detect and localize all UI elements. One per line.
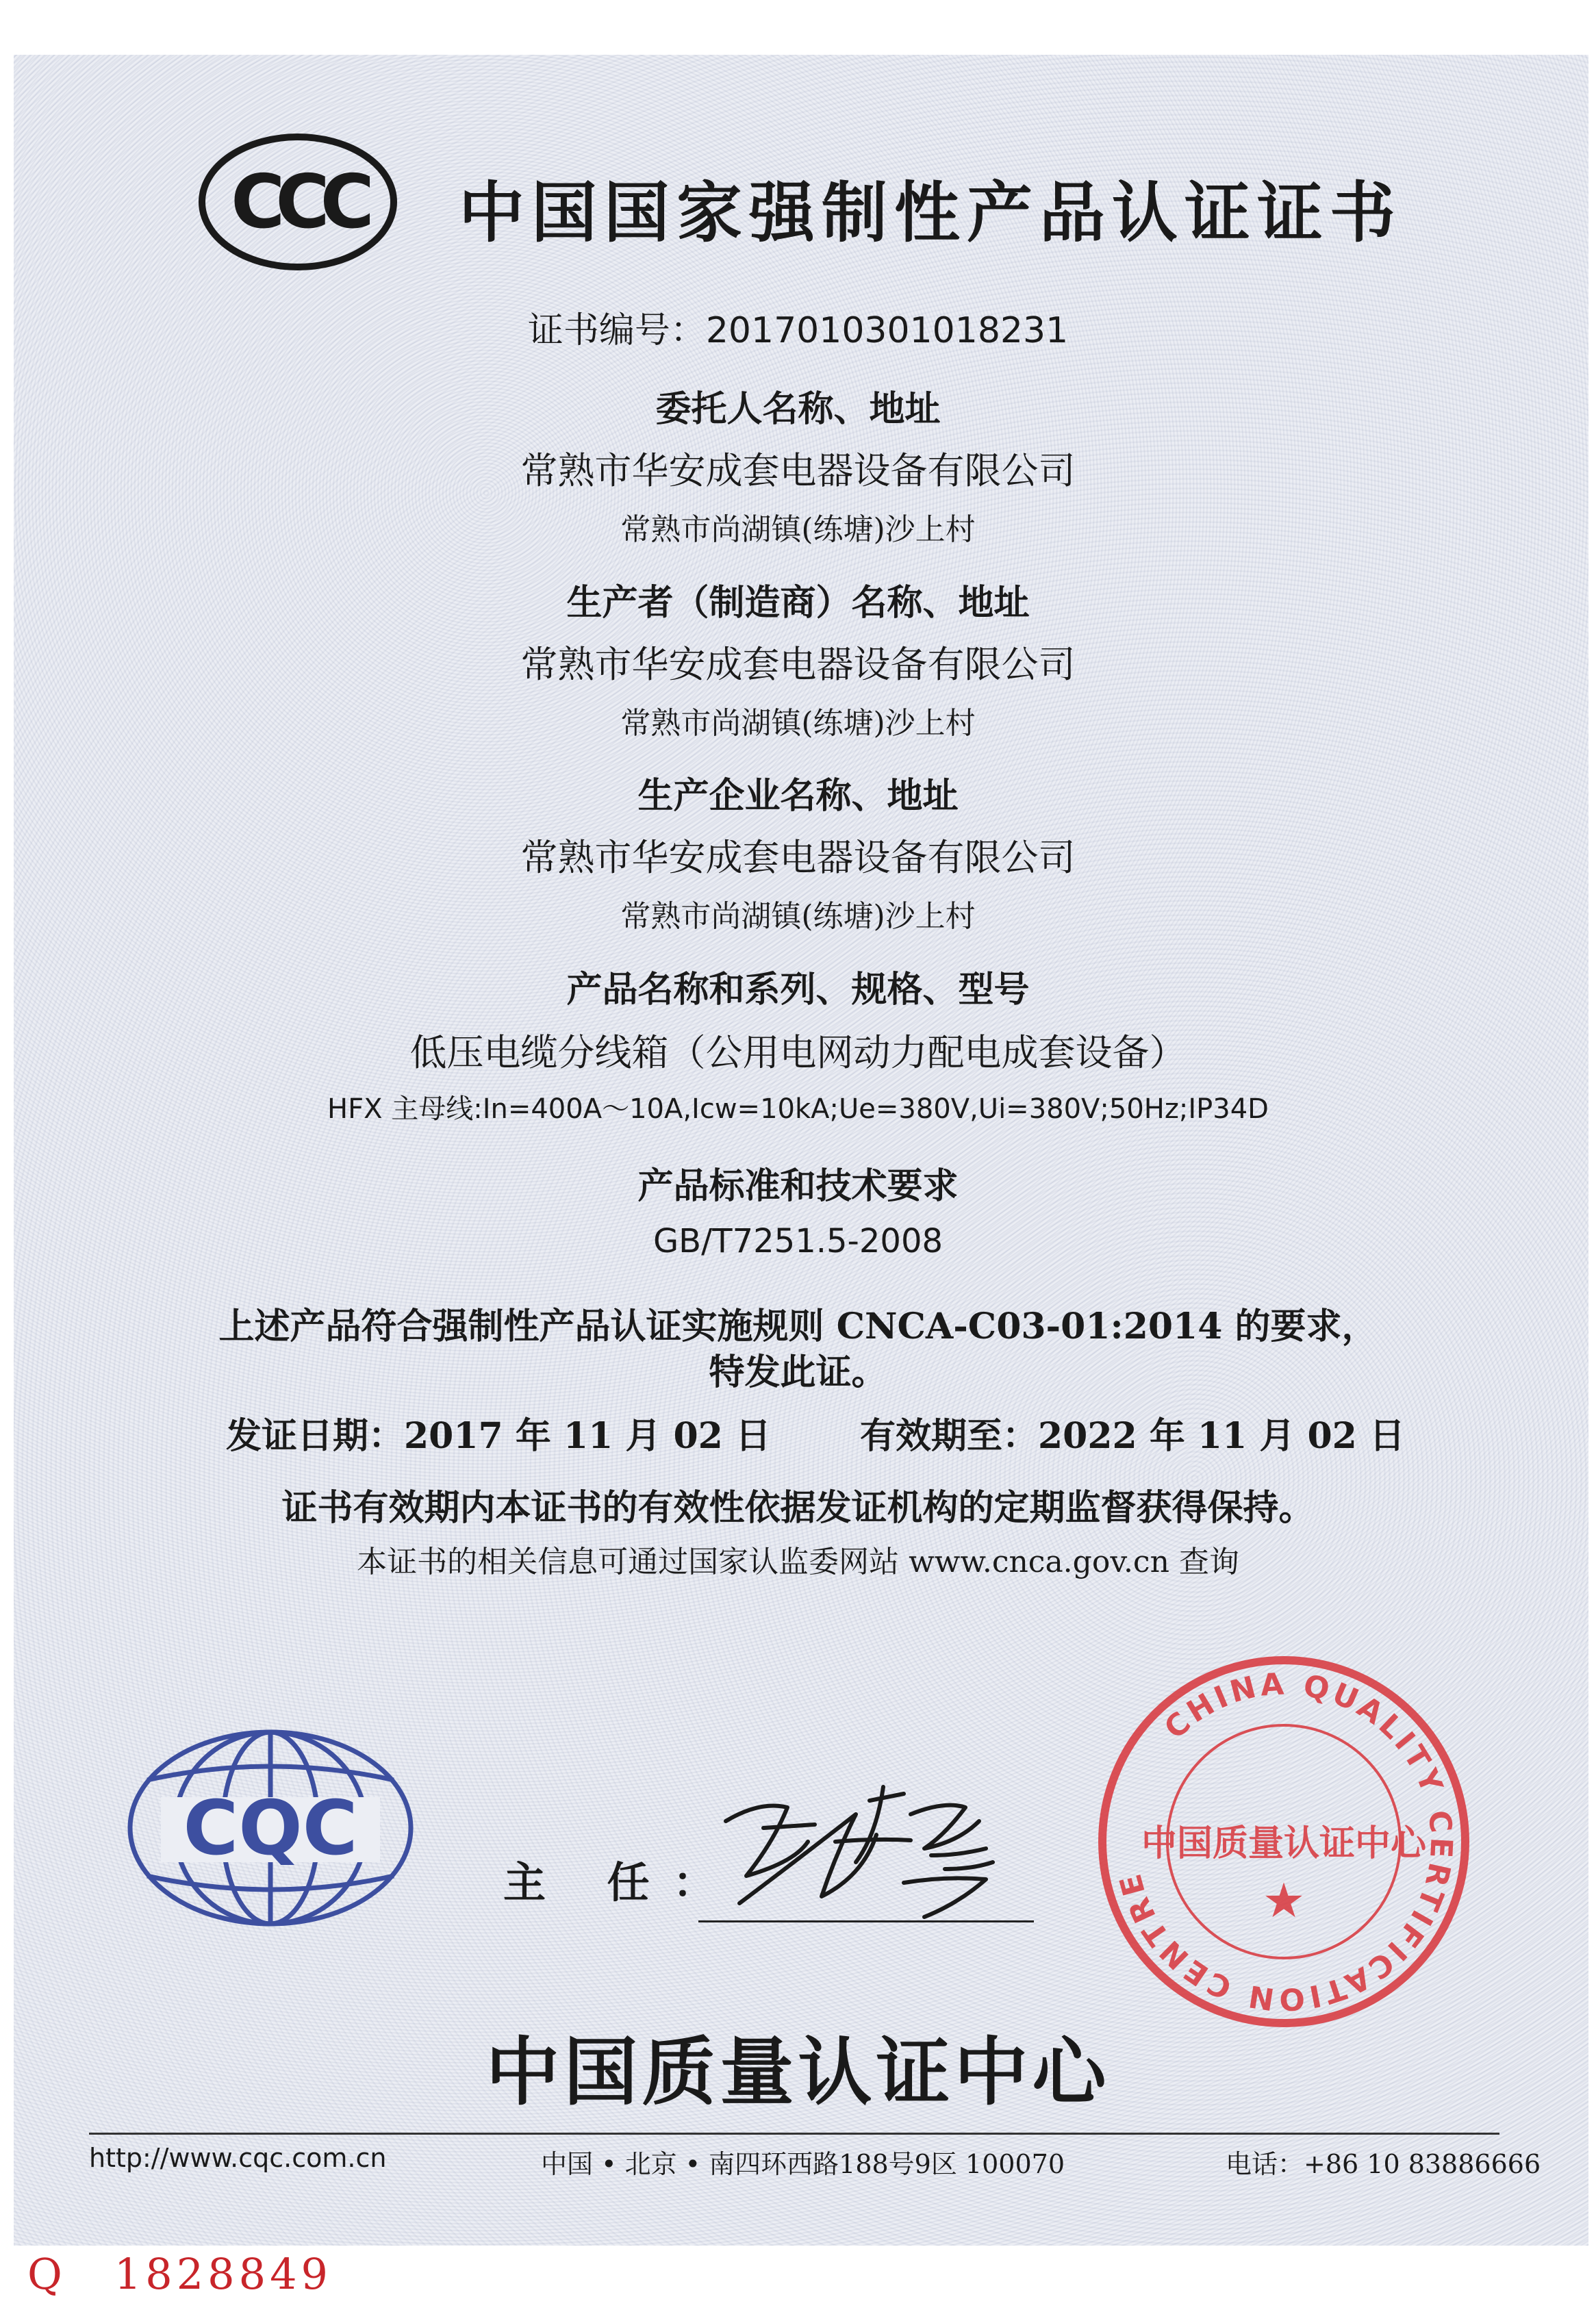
conformity-statement: 上述产品符合强制性产品认证实施规则 CNCA-C03-01:2014 的要求， — [218, 1306, 1378, 1347]
footer-website: http://www.cqc.com.cn — [89, 2143, 387, 2173]
director-label: 主 任： — [503, 1857, 739, 1907]
certificate-number-label: 证书编号： — [527, 310, 706, 351]
certificate-number: 2017010301018231 — [705, 310, 1069, 351]
manufacturer-address: 常熟市尚湖镇(练塘)沙上村 — [620, 706, 976, 741]
footer-phone: 电话：+86 10 83886666 — [1226, 2149, 1541, 2179]
product-name: 低压电缆分线箱（公用电网动力配电成套设备） — [409, 1031, 1187, 1074]
serial-letter: Q — [27, 2249, 66, 2299]
client-address: 常熟市尚湖镇(练塘)沙上村 — [620, 512, 976, 547]
validity-note: 证书有效期内本证书的有效性依据发证机构的定期监督获得保持。 — [281, 1487, 1315, 1529]
client-heading: 委托人名称、地址 — [655, 388, 941, 430]
dates-line — [226, 1407, 1405, 1458]
director-signature — [698, 1760, 1041, 1938]
expiry-date: 有效期至：2022 年 11 月 02 日 — [859, 1415, 1405, 1457]
factory-address: 常熟市尚湖镇(练塘)沙上村 — [620, 899, 976, 934]
footer-rule — [89, 2133, 1499, 2135]
seal-inner-text: 中国质量认证中心 — [1141, 1822, 1427, 1864]
issuing-organization: 中国质量认证中心 — [485, 2030, 1111, 2116]
manufacturer-heading: 生产者（制造商）名称、地址 — [566, 582, 1030, 624]
standard-value: GB/T7251.5-2008 — [653, 1222, 943, 1260]
product-heading: 产品名称和系列、规格、型号 — [566, 969, 1030, 1011]
serial-number — [27, 2249, 332, 2299]
seal-outer-text: CHINA QUALITY CERTIFICATION CENTRE — [1112, 1666, 1459, 2017]
manufacturer-name: 常熟市华安成套电器设备有限公司 — [520, 643, 1076, 686]
certificate-title: 中国国家强制性产品认证证书 — [459, 175, 1402, 251]
product-spec: HFX 主母线:In=400A～10A,Icw=10kA;Ue=380V,Ui=380V;50Hz;IP34D — [327, 1093, 1269, 1125]
website-note: 本证书的相关信息可通过国家认监委网站 www.cnca.gov.cn 查询 — [357, 1545, 1239, 1579]
cqc-logo-text: CQC — [183, 1784, 358, 1872]
serial-digits: 1828849 — [114, 2249, 332, 2299]
factory-heading: 生产企业名称、地址 — [637, 775, 959, 817]
standard-heading: 产品标准和技术要求 — [637, 1165, 959, 1207]
cqc-seal — [1092, 1650, 1475, 2033]
ccc-logo — [195, 130, 401, 274]
signature-line — [698, 1920, 1034, 1922]
issuance-statement: 特发此证。 — [709, 1351, 887, 1393]
factory-name: 常熟市华安成套电器设备有限公司 — [520, 836, 1076, 879]
issue-date: 发证日期：2017 年 11 月 02 日 — [226, 1415, 771, 1457]
cqc-logo — [120, 1725, 421, 1931]
certificate-number-line — [0, 301, 1596, 353]
client-name: 常熟市华安成套电器设备有限公司 — [520, 449, 1076, 492]
seal-star: ★ — [1262, 1872, 1306, 1929]
ccc-logo-text: CCC — [231, 160, 365, 245]
footer-address: 中国 • 北京 • 南四环西路188号9区 100070 — [541, 2149, 1065, 2179]
